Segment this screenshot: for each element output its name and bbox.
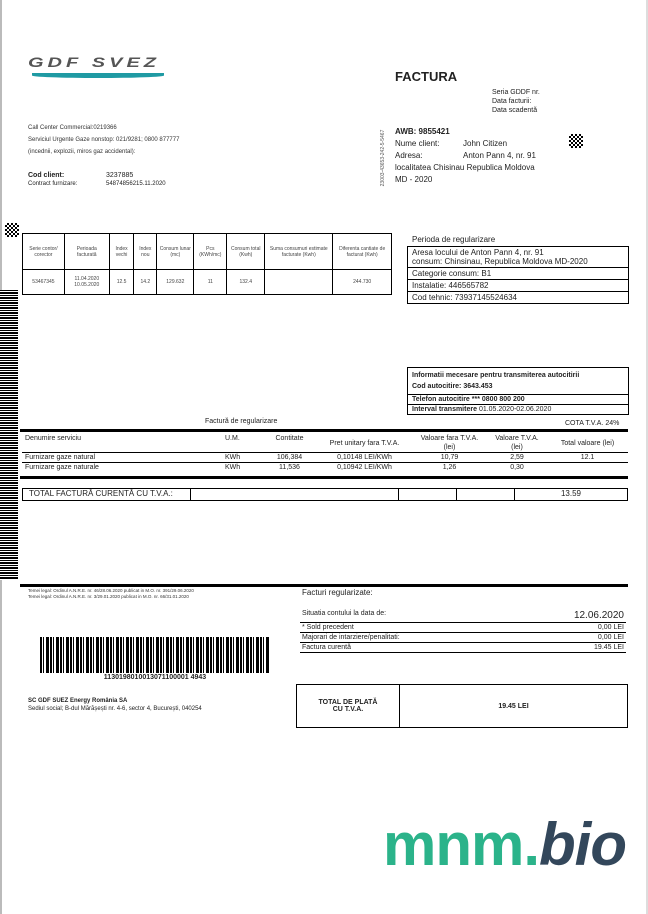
- header-cell: Denumire serviciu: [25, 435, 82, 442]
- cell: 0,10942 LEI/KWh: [337, 464, 392, 471]
- categorie: Categorie consum: B1: [408, 268, 628, 280]
- total-current-row: [22, 488, 628, 501]
- qr-code-icon: [5, 223, 19, 237]
- address-line1: Aresa locului de Anton Pann 4, nr. 91: [412, 248, 544, 257]
- situation-row: [300, 633, 626, 643]
- cell: 12.1: [580, 454, 595, 461]
- name-label: Nume client:: [395, 139, 440, 148]
- invoice-section-title: Factură de regularizare: [205, 418, 278, 425]
- interval-value: 01.05.2020-02.06.2020: [478, 406, 552, 413]
- situation-row: [300, 609, 626, 623]
- value: 0,00 LEI: [597, 624, 624, 631]
- legal-line: Temei legal: Ordinul A.N.R.E. nr. 46/28.06.2020 publicat in M.O. nr. 391/29.06.2020: [28, 588, 194, 593]
- address-label: Adresa:: [395, 151, 423, 160]
- services-table: [22, 434, 628, 472]
- header-cell: Contitate: [275, 435, 304, 442]
- watermark-text: bio: [539, 811, 627, 878]
- cell: Furnizare gaze naturale: [25, 464, 99, 471]
- header-cell: Diferenta cantiate de facturat (Kwh): [333, 234, 392, 270]
- header-cell: Total valoare (lei): [560, 439, 615, 447]
- cell: 11.04.2020 10.05.2020: [64, 270, 109, 295]
- postal-code: MD - 2020: [395, 175, 433, 184]
- cell: 129.632: [157, 270, 194, 295]
- cell: 2,59: [510, 454, 524, 461]
- cell: 11: [194, 270, 227, 295]
- client-name: John Citizen: [463, 139, 508, 148]
- data-facturii: Data facturii:: [492, 98, 532, 105]
- recipient: [395, 126, 536, 186]
- meter-data-row: [23, 270, 392, 295]
- cell: 244.730: [333, 270, 392, 295]
- legal-notes: [28, 588, 194, 600]
- header-cell: Valoare fara T.V.A. (lei): [420, 435, 479, 451]
- label: * Sold precedent: [302, 624, 354, 631]
- period-address: [408, 247, 628, 268]
- contact-info: [28, 124, 179, 156]
- cell: KWh: [225, 464, 241, 471]
- header-cell: Consum total (Kwh): [227, 234, 265, 270]
- vertical-code: 23003-43653-242-5-5467: [380, 129, 386, 187]
- cell: 106,384: [276, 454, 303, 461]
- services-row: [22, 463, 628, 473]
- header-cell: Suma consumuri estimate facturate (Kwh): [265, 234, 333, 270]
- autocitire-title: Informatii mecesare pentru transmiterea autocitirii: [412, 372, 580, 379]
- qr-code-icon: [569, 134, 583, 148]
- situation-row: [300, 623, 626, 633]
- header-cell: Index vechi: [109, 234, 134, 270]
- invoice-title: FACTURA: [395, 69, 458, 84]
- divider: [20, 476, 628, 479]
- period-title: Perioda de regularizare: [412, 235, 496, 244]
- call-center: Call Center Commercial:0219366: [28, 125, 117, 131]
- divider: [20, 584, 628, 587]
- header-cell: Consum lunar (mc): [157, 234, 194, 270]
- instalatie: Instalatie: 446565782: [408, 280, 628, 292]
- total-plata-value: 19.45 LEI: [498, 702, 529, 710]
- cell: 0,30: [510, 464, 524, 471]
- logo-text: GDF SVEZ: [28, 55, 161, 71]
- cell: 53467345: [23, 270, 65, 295]
- watermark-text: mnm.: [383, 811, 540, 878]
- value: 19.45 LEI: [594, 644, 624, 651]
- autocitire-box: [407, 367, 629, 415]
- cod-client-value: 3237885: [106, 172, 134, 179]
- situation-row: [300, 643, 626, 653]
- company-info: [28, 698, 202, 712]
- cod-client-label: Cod client:: [28, 172, 65, 179]
- meter-header-row: [23, 234, 392, 270]
- contract-value: 54874856215.11.2020: [106, 181, 166, 187]
- cell: [265, 270, 333, 295]
- data-scadenta: Data scadentă: [492, 107, 538, 114]
- company-address: Sediul social; B-dul Mărășești nr. 4-6, sector 4, București, 040254: [28, 706, 202, 712]
- cell: 0,10148 LEI/KWh: [337, 454, 392, 461]
- address-line2: consum: Chinsinau, Republica Moldova MD-2020: [412, 257, 588, 266]
- client-address: Anton Pann 4, nr. 91: [463, 151, 536, 160]
- total-current-label: TOTAL FACTURĂ CURENTĂ CU T.V.A.:: [23, 489, 191, 500]
- logo-swoosh: [32, 73, 164, 78]
- value: 12.06.2020: [573, 610, 624, 621]
- autocitire-phone: Telefon autocitire *** 0800 800 200: [408, 395, 628, 405]
- locality: localitatea Chisinau Republica Moldova: [395, 163, 535, 172]
- cell: 132.4: [227, 270, 265, 295]
- gdf-suez-logo: [28, 55, 168, 81]
- cell: [547, 463, 628, 473]
- services-header: [22, 434, 628, 453]
- barcode-number: 1130198010013071100001 4943: [103, 674, 207, 681]
- invoice-meta: [492, 88, 540, 115]
- urgente-note: (incednii, explozii, miros gaz accidental):: [28, 149, 136, 155]
- total-plata-label: TOTAL DE PLATĂ: [318, 699, 378, 706]
- total-current-value: 13.59: [560, 489, 582, 498]
- cell: KWh: [225, 454, 241, 461]
- value: 0,00 LEI: [597, 634, 624, 641]
- cod-tehnic: Cod tehnic: 73937145524634: [412, 293, 517, 302]
- header-cell: Perioada facturată: [64, 234, 109, 270]
- legal-line: Temei legal: Ordinul A.N.R.E. nr. 3/29.01.2020 publicat in M.O. nr. 66/31.01.2020: [28, 594, 189, 599]
- services-row: [22, 453, 628, 463]
- barcode: [40, 637, 270, 673]
- header-cell: Pret unitary fara T.V.A.: [329, 439, 400, 447]
- header-cell: U.M.: [225, 435, 240, 442]
- header-cell: Index nou: [134, 234, 157, 270]
- urgente-line: Serviciul Urgente Gaze nonstop: 021/9281; 0800 877777: [28, 137, 180, 143]
- cell: 10,79: [440, 454, 459, 461]
- label: Situatia contului la data de:: [302, 610, 387, 617]
- cota-tva: COTA T.V.A. 24%: [565, 420, 620, 427]
- situation-title: Facturi regularizate:: [302, 588, 373, 597]
- cell: 1,26: [442, 464, 457, 471]
- seria: Seria GDDF nr.: [492, 89, 540, 96]
- header-cell: Serie contor/ corector: [23, 234, 65, 270]
- side-barcode: [0, 290, 18, 580]
- cell: 14.2: [134, 270, 157, 295]
- company-name: SC GDF SUEZ Energy România SA: [28, 698, 128, 704]
- divider: [20, 429, 628, 432]
- total-plata-box: [296, 684, 628, 728]
- header-cell: Valoare T.V.A. (lei): [495, 435, 539, 451]
- cell: 12.5: [109, 270, 134, 295]
- client-info: [28, 172, 166, 187]
- period-box: [407, 246, 629, 304]
- label: Factura curentă: [302, 644, 352, 651]
- contract-label: Contract furnizare:: [28, 181, 78, 187]
- watermark: [383, 810, 626, 880]
- interval-label: Interval transmitere: [412, 406, 477, 413]
- label: Majorari de intarziere/penalitati:: [302, 634, 400, 641]
- cell: Furnizare gaze natural: [25, 454, 96, 461]
- header-cell: Pcs (KWh/mc): [194, 234, 227, 270]
- situation-table: [300, 609, 626, 653]
- awb: AWB: 9855421: [395, 127, 450, 136]
- cell: 11,536: [279, 464, 300, 471]
- autocitire-cod: Cod autocitire: 3643.453: [412, 383, 493, 390]
- total-plata-label2: CU T.V.A.: [332, 706, 364, 713]
- meter-table: [22, 233, 392, 295]
